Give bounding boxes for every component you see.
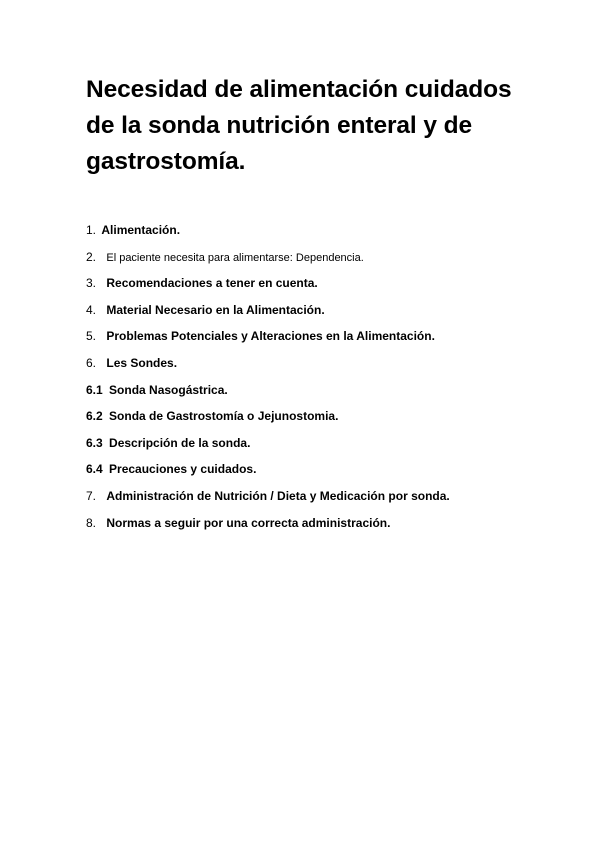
- toc-item-text: Normas a seguir por una correcta administración.: [106, 515, 391, 530]
- toc-item-number: 6.3: [86, 435, 103, 450]
- toc-item-text: Problemas Potenciales y Alteraciones en la Alimentación.: [106, 329, 435, 344]
- toc-item-text: Sonda Nasogástrica.: [109, 382, 228, 397]
- toc-item-number: 1.: [86, 223, 97, 237]
- toc-item-text: Alimentación.: [101, 223, 181, 237]
- toc-item-text: Precauciones y cuidados.: [109, 462, 257, 477]
- toc-item-6-4: [86, 456, 566, 483]
- toc-item-number: 6.: [86, 355, 97, 370]
- toc-item-3: [86, 270, 566, 297]
- toc-item-text: Les Sondes.: [106, 355, 178, 370]
- toc-item-4: [86, 297, 566, 324]
- toc-item-8: [86, 510, 566, 537]
- toc-item-number: 7.: [86, 488, 97, 503]
- toc-item-number: 8.: [86, 515, 97, 530]
- toc-item-number: 2.: [86, 249, 97, 264]
- toc-item-number: 6.4: [86, 462, 103, 477]
- toc-item-number: 6.2: [86, 409, 103, 424]
- toc-item-text: El paciente necesita para alimentarse: Dependencia.: [106, 251, 364, 264]
- toc-item-number: 4.: [86, 302, 97, 317]
- toc-item-text: Material Necesario en la Alimentación.: [106, 302, 325, 317]
- toc-item-2: [86, 244, 566, 271]
- toc-item-6-2: [86, 403, 566, 430]
- toc-item-6: [86, 350, 566, 377]
- toc-item-text: Descripción de la sonda.: [109, 435, 251, 450]
- toc-item-7: [86, 483, 566, 510]
- toc-item-6-1: [86, 377, 566, 404]
- toc-item-number: 3.: [86, 276, 97, 291]
- document-title: Necesidad de alimentación cuidados de la sonda nutrición enteral y de gastrostomía.: [86, 76, 512, 175]
- table-of-contents: [86, 217, 566, 536]
- toc-item-5: [86, 323, 566, 350]
- toc-item-number: 5.: [86, 329, 97, 344]
- toc-item-text: Sonda de Gastrostomía o Jejunostomia.: [109, 409, 339, 424]
- toc-item-6-3: [86, 430, 566, 457]
- toc-item-1: [86, 217, 566, 244]
- toc-item-number: 6.1: [86, 382, 103, 397]
- toc-item-text: Recomendaciones a tener en cuenta.: [106, 276, 318, 291]
- toc-item-text: Administración de Nutrición / Dieta y Medicación por sonda.: [106, 488, 450, 503]
